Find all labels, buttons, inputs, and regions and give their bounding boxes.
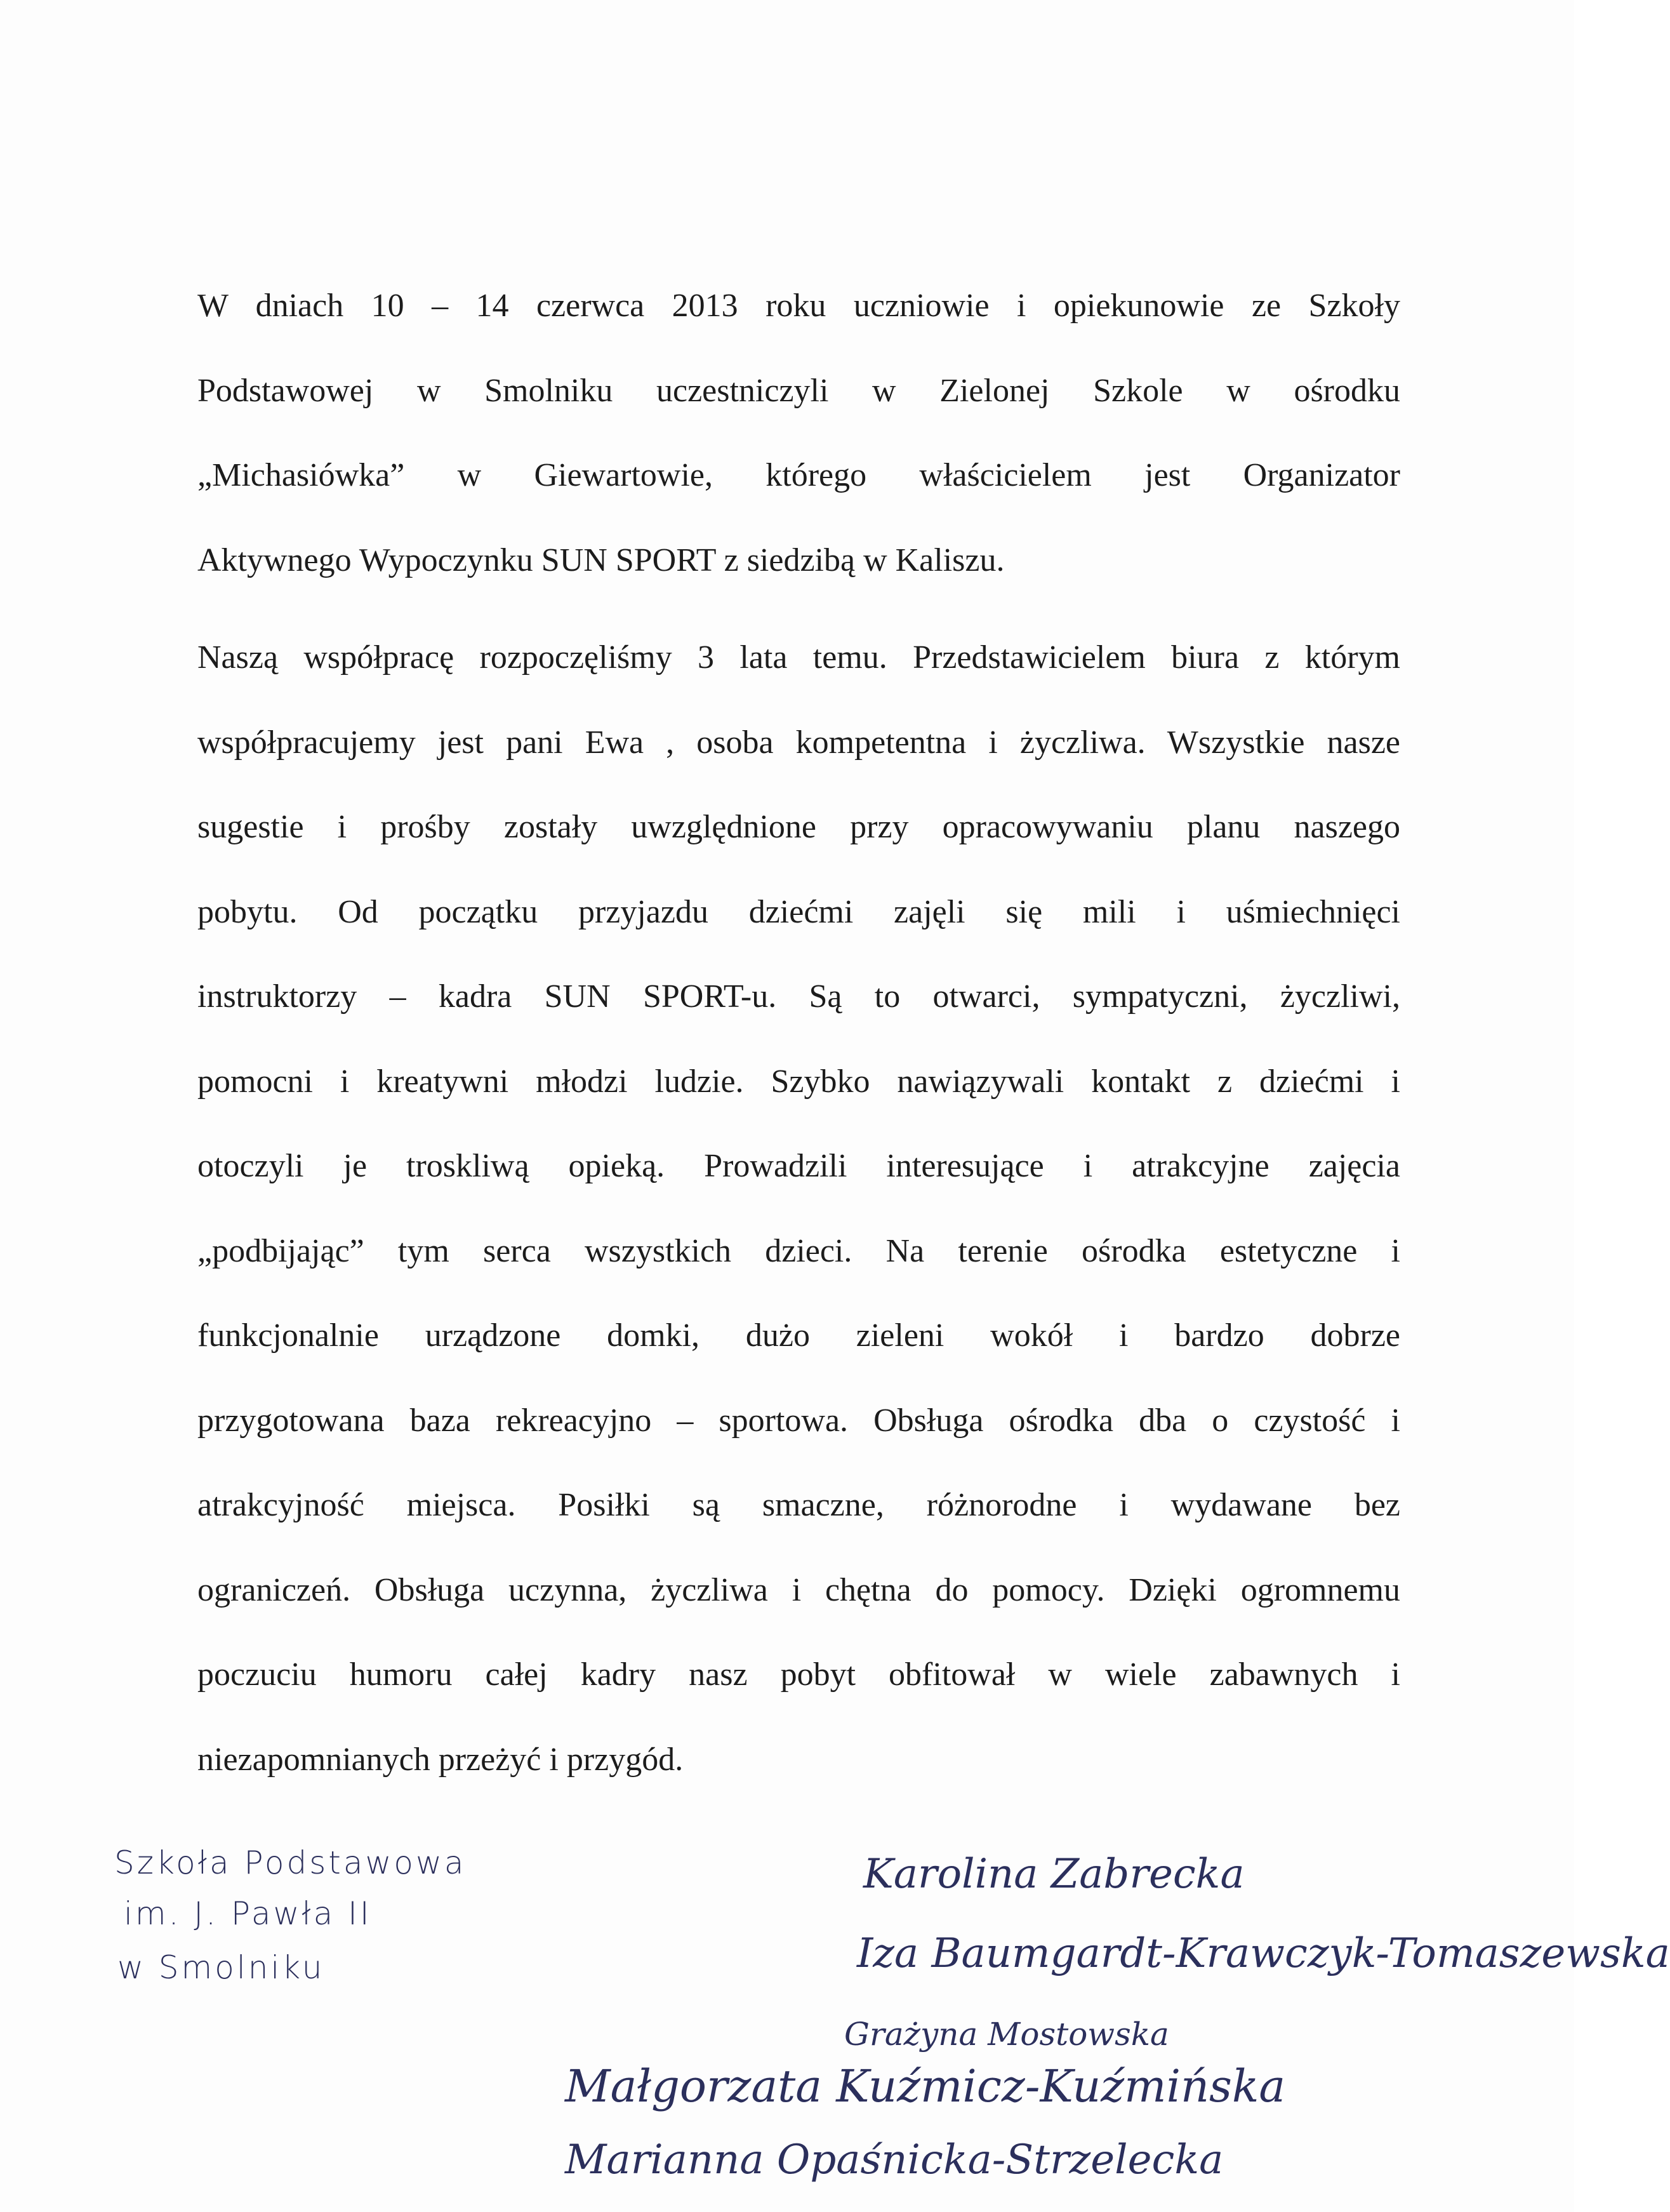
body-line: Naszą współpracę rozpoczęliśmy 3 lata temu. Przedstawicielem biura z którym xyxy=(197,639,1400,676)
signature: Grażyna Mostowska xyxy=(844,2016,1169,2053)
signature: Karolina Zabrecka xyxy=(863,1851,1245,1898)
signature: Iza Baumgardt-Krawczyk-Tomaszewska xyxy=(857,1930,1670,1977)
body-line: funkcjonalnie urządzone domki, dużo zieleni wokół i bardzo dobrze xyxy=(197,1317,1400,1354)
body-line: W dniach 10 – 14 czerwca 2013 roku uczniowie i opiekunowie ze Szkoły xyxy=(197,288,1400,324)
school-stamp-line: Szkoła Podstawowa xyxy=(114,1844,467,1881)
body-line: pomocni i kreatywni młodzi ludzie. Szybko nawiązywali kontakt z dziećmi i xyxy=(197,1063,1400,1100)
school-stamp-line: w Smolniku xyxy=(117,1949,325,1986)
body-line: atrakcyjność miejsca. Posiłki są smaczne, różnorodne i wydawane bez xyxy=(197,1487,1400,1523)
school-stamp-line: im. J. Pawła II xyxy=(124,1895,372,1932)
body-line: Podstawowej w Smolniku uczestniczyli w Zielonej Szkole w ośrodku xyxy=(197,372,1400,409)
body-line: „podbijając” tym serca wszystkich dzieci. Na terenie ośrodka estetyczne i xyxy=(197,1232,1400,1269)
body-line: poczuciu humoru całej kadry nasz pobyt obfitował w wiele zabawnych i xyxy=(197,1656,1400,1693)
letter-body xyxy=(197,277,1400,1816)
body-line: Aktywnego Wypoczynku SUN SPORT z siedzibą w Kaliszu. xyxy=(197,542,1005,578)
body-line: niezapomnianych przeżyć i przygód. xyxy=(197,1741,684,1778)
body-line: ograniczeń. Obsługa uczynna, życzliwa i chętna do pomocy. Dzięki ogromnemu xyxy=(197,1571,1400,1608)
body-line: współpracujemy jest pani Ewa , osoba kompetentna i życzliwa. Wszystkie nasze xyxy=(197,724,1400,761)
signature: Marianna Opaśnicka-Strzelecka xyxy=(565,2136,1224,2183)
body-line: „Michasiówka” w Giewartowie, którego właścicielem jest Organizator xyxy=(197,457,1400,493)
body-line: sugestie i prośby zostały uwzględnione przy opracowywaniu planu naszego xyxy=(197,809,1400,845)
signature: Małgorzata Kuźmicz-Kuźmińska xyxy=(565,2060,1286,2112)
body-line: pobytu. Od początku przyjazdu dziećmi zajęli się mili i uśmiechnięci xyxy=(197,893,1400,930)
body-line: otoczyli je troskliwą opieką. Prowadzili interesujące i atrakcyjne zajęcia xyxy=(197,1148,1400,1184)
body-line: instruktorzy – kadra SUN SPORT-u. Są to otwarci, sympatyczni, życzliwi, xyxy=(197,978,1400,1015)
body-line: przygotowana baza rekreacyjno – sportowa. Obsługa ośrodka dba o czystość i xyxy=(197,1402,1400,1439)
